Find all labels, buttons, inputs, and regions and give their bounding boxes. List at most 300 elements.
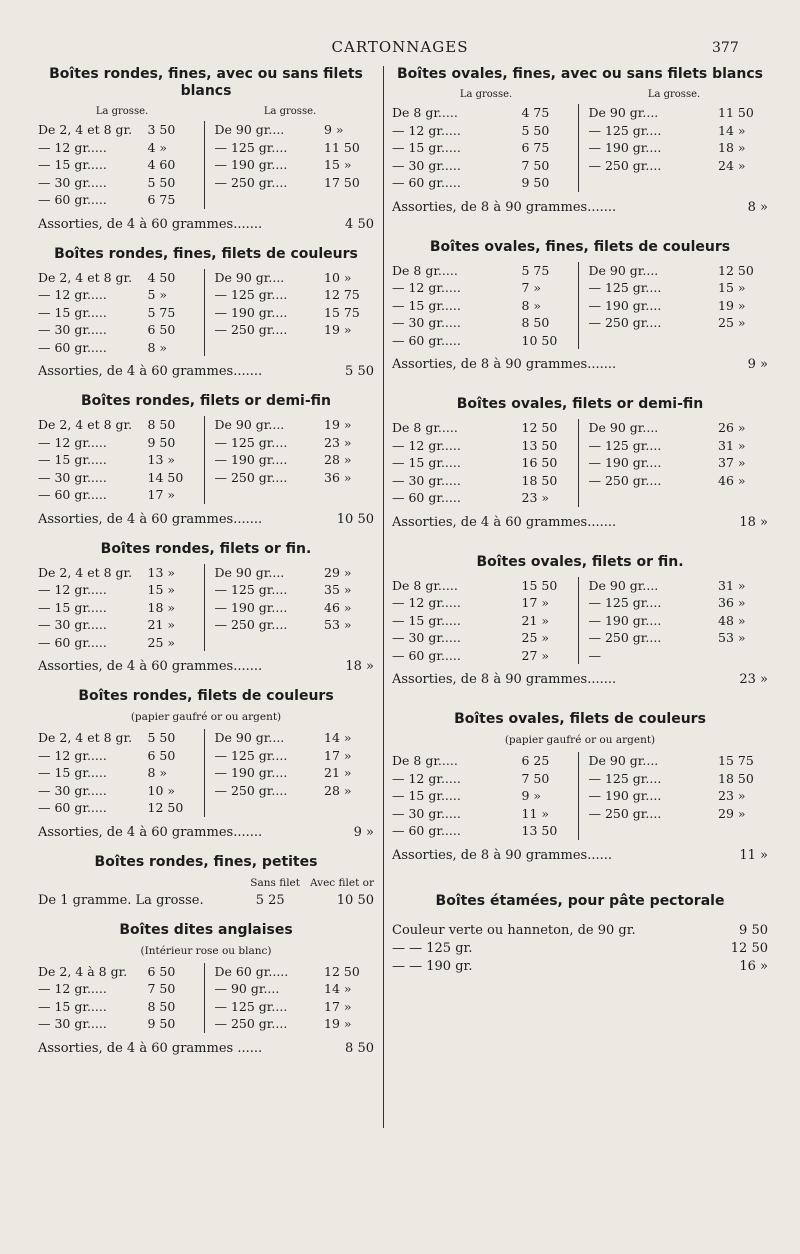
price-column (215, 963, 375, 1033)
price-value: 18 50 (521, 472, 558, 488)
size-label: — 125 gr.... (214, 747, 288, 763)
size-label: — 125 gr.... (214, 582, 288, 597)
size-label: — 190 gr.... (214, 599, 288, 615)
price-row (589, 297, 769, 315)
assorted-label: Assorties, de 8 à 90 grammes....... (392, 672, 617, 687)
price-value: 46 » (718, 472, 746, 488)
price-row (38, 893, 374, 908)
price-row (215, 434, 375, 452)
size-label: — 30 gr..... (38, 1016, 107, 1031)
price-value: 7 » (521, 280, 542, 295)
price-row (215, 416, 375, 434)
price-table (38, 269, 374, 357)
size-label: — 250 gr.... (588, 472, 662, 488)
price-row (38, 121, 198, 139)
price-column (38, 963, 205, 1033)
assorted-label: Assorties, de 8 à 90 grammes...... (392, 847, 612, 863)
price-row (38, 729, 198, 747)
price-value: 21 » (521, 612, 550, 628)
price-value: 21 » (324, 765, 352, 780)
price-row (38, 321, 198, 339)
price-section (392, 396, 768, 530)
price-section (392, 66, 768, 215)
price-row (589, 770, 769, 788)
size-label: — 125 gr.... (214, 998, 288, 1014)
price-row (215, 963, 375, 981)
size-label: — 125 gr.... (588, 122, 662, 138)
price-row (215, 599, 375, 617)
assorted-line (392, 672, 768, 687)
price-value: 14 50 (147, 469, 184, 485)
price-row (38, 581, 198, 599)
price-column (38, 416, 205, 504)
price-row (38, 304, 198, 322)
size-label: De 2, 4 et 8 gr. (38, 564, 133, 580)
price-value: 7 50 (521, 157, 550, 173)
price-value: 19 » (324, 322, 352, 337)
price-value: 8 » (147, 765, 168, 780)
price-value: 15 75 (718, 753, 754, 768)
section-subtitle: (Intérieur rose ou blanc) (140, 944, 272, 957)
size-label: — 12 gr..... (392, 280, 461, 295)
section-subtitle: (papier gaufré or ou argent) (130, 711, 282, 723)
price-value: 46 » (324, 599, 352, 615)
column-header: La grosse. (263, 106, 317, 117)
price-row (38, 139, 198, 157)
assorted-price: 11 » (739, 847, 768, 863)
price-row (392, 805, 572, 823)
price-value: 26 » (718, 420, 746, 435)
price-value: 18 » (718, 140, 746, 155)
size-label: De 90 gr.... (588, 420, 659, 435)
price-value: 4 50 (147, 269, 176, 285)
size-label: — 190 gr.... (214, 765, 288, 780)
price-value: 9 50 (147, 1016, 176, 1031)
size-label: — 125 gr.... (214, 139, 288, 155)
price-column (589, 752, 769, 840)
size-label: — 15 gr..... (392, 612, 461, 628)
price-value: 31 » (718, 437, 746, 453)
size-label: — 15 gr..... (38, 157, 107, 172)
price-row (38, 451, 198, 469)
price-value: 4 60 (147, 157, 176, 172)
price-value: 19 » (324, 1016, 352, 1031)
price-value: 15 » (324, 157, 352, 172)
size-label: — 30 gr..... (38, 782, 107, 798)
assorted-price: 18 » (345, 659, 374, 674)
price-value: 6 50 (147, 322, 176, 337)
size-label: — 250 gr.... (214, 617, 288, 632)
price-row (392, 958, 768, 976)
price-row (38, 799, 198, 817)
price-column (215, 269, 375, 357)
price-row (38, 486, 198, 504)
price-value: 16 » (739, 958, 768, 974)
price-value (718, 647, 768, 665)
price-section (392, 239, 768, 373)
price-row (38, 634, 198, 652)
price-row (589, 314, 769, 332)
assorted-label: Assorties, de 4 à 60 grammes....... (38, 364, 263, 379)
price-row (392, 647, 572, 665)
price-row (38, 434, 198, 452)
price-table (38, 564, 374, 652)
size-label: De 90 gr.... (588, 577, 659, 593)
assorted-price: 8 50 (345, 1040, 374, 1056)
price-row (589, 279, 769, 297)
price-value: 14 » (324, 730, 352, 745)
right-column (392, 66, 768, 976)
price-value: 15 » (718, 280, 746, 295)
price-table (392, 577, 768, 665)
price-value: 7 50 (521, 770, 550, 786)
price-value: 10 50 (521, 332, 558, 348)
price-table (392, 104, 768, 192)
price-value: 25 » (147, 634, 176, 650)
price-row (589, 437, 769, 455)
size-label: — 250 gr.... (214, 1016, 288, 1031)
size-label: De 90 gr.... (214, 417, 285, 432)
price-row (215, 269, 375, 287)
price-value: 35 » (324, 582, 352, 597)
size-label: — 12 gr..... (392, 770, 461, 786)
price-row (38, 286, 198, 304)
section-title: Boîtes rondes, fines, petites (94, 853, 318, 870)
price-table (38, 963, 374, 1033)
size-label: De 90 gr.... (214, 564, 285, 580)
price-row (215, 174, 375, 192)
assorted-label: Assorties, de 4 à 60 grammes ...... (38, 1040, 263, 1056)
size-label: — 12 gr..... (392, 595, 461, 610)
price-value: 9 50 (147, 434, 176, 450)
size-label: De 8 gr..... (392, 262, 458, 278)
size-label: — 15 gr..... (38, 998, 107, 1014)
size-label: — 250 gr.... (214, 782, 288, 798)
column-header: Avec filet or (310, 876, 374, 889)
price-value: 8 » (147, 339, 168, 355)
size-label: — 60 gr..... (392, 175, 461, 190)
size-label: — 15 gr..... (38, 452, 107, 467)
assorted-line (38, 825, 374, 840)
size-label: — 12 gr..... (38, 981, 107, 996)
price-value: 31 » (718, 577, 746, 593)
price-row (392, 314, 572, 332)
size-label: — 15 gr..... (38, 599, 107, 615)
size-label: — 250 gr.... (588, 805, 662, 821)
assorted-label: Assorties, de 8 à 90 grammes....... (392, 357, 617, 372)
size-label: — 60 gr..... (392, 332, 461, 348)
assorted-line (38, 364, 374, 379)
price-value: 6 50 (147, 747, 176, 763)
price-row (38, 156, 198, 174)
price-row (392, 279, 572, 297)
size-label: — 190 gr.... (588, 788, 662, 803)
price-value: 21 » (147, 617, 176, 632)
size-label: — 250 gr.... (214, 469, 288, 485)
assorted-line (38, 512, 374, 527)
price-row (215, 729, 375, 747)
size-label: — 250 gr.... (588, 315, 662, 330)
price-row (392, 437, 572, 455)
size-label: — (588, 647, 601, 663)
price-row (38, 980, 198, 998)
price-row (392, 174, 572, 192)
price-row (215, 321, 375, 339)
price-value: 17 » (324, 998, 352, 1014)
assorted-line (392, 848, 768, 863)
price-value: 10 » (324, 269, 352, 285)
price-section (38, 688, 374, 840)
price-row (589, 454, 769, 472)
column-header: Sans filet (250, 876, 300, 889)
price-value: 13 » (147, 564, 176, 580)
price-value: 23 » (324, 434, 352, 450)
price-row (392, 472, 572, 490)
price-row (215, 1015, 375, 1033)
section-title: Boîtes étamées, pour pâte pectorale (435, 892, 725, 909)
size-label: — 125 gr.... (588, 437, 662, 453)
price-row (215, 764, 375, 782)
price-row (589, 104, 769, 122)
assorted-price: 23 » (739, 672, 768, 687)
assorted-price: 9 » (747, 357, 768, 372)
price-value: 6 75 (521, 140, 550, 155)
price-row (392, 262, 572, 280)
price-value: 17 » (147, 487, 176, 502)
assorted-line (392, 357, 768, 372)
size-label: — 190 gr.... (588, 297, 662, 313)
price-value: 25 » (521, 630, 550, 645)
price-value: 8 50 (521, 315, 550, 330)
price-row (215, 286, 375, 304)
size-label: De 90 gr.... (588, 262, 659, 278)
section-title: Boîtes rondes, filets de couleurs (78, 688, 334, 704)
price-row (392, 752, 572, 770)
size-label: — 30 gr..... (38, 174, 107, 190)
price-row (589, 647, 769, 665)
price-value: 15 75 (324, 304, 360, 320)
price-row (215, 782, 375, 800)
section-subtitle: (papier gaufré or ou argent) (504, 734, 656, 746)
column-headers (38, 877, 374, 889)
price-section (38, 393, 374, 527)
price-row (589, 629, 769, 647)
price-table (38, 729, 374, 817)
price-row (392, 157, 572, 175)
price-value: 15 50 (521, 577, 558, 593)
price-row (392, 489, 572, 507)
price-row (215, 304, 375, 322)
assorted-line (392, 515, 768, 530)
price-value: 14 » (718, 122, 746, 138)
size-label: De 8 gr..... (392, 420, 458, 435)
price-value: 27 » (521, 647, 550, 663)
size-label: — 125 gr.... (214, 287, 288, 302)
price-row (589, 594, 769, 612)
size-label: — 30 gr..... (38, 322, 107, 337)
assorted-line (38, 659, 374, 674)
size-label: — 12 gr..... (38, 287, 107, 302)
price-value: 10 50 (336, 892, 374, 908)
price-row (38, 269, 198, 287)
size-label: De 2, 4 et 8 gr. (38, 269, 133, 285)
price-row (38, 998, 198, 1016)
price-column (392, 752, 579, 840)
size-label: — 12 gr..... (392, 437, 461, 453)
price-row (38, 782, 198, 800)
price-column (215, 564, 375, 652)
price-section (392, 711, 768, 863)
size-label: De 8 gr..... (392, 753, 458, 768)
price-section (38, 246, 374, 380)
size-label: — 30 gr..... (38, 617, 107, 632)
size-label: — 250 gr.... (588, 630, 662, 645)
size-label: — 12 gr..... (38, 434, 107, 450)
price-value: 9 50 (521, 175, 550, 190)
price-row (392, 822, 572, 840)
price-table (392, 752, 768, 840)
size-label: — 125 gr.... (588, 280, 662, 295)
page-number: 377 (712, 40, 739, 56)
price-row (215, 616, 375, 634)
price-value: 11 50 (718, 105, 754, 120)
price-value: 5 50 (147, 730, 176, 745)
price-row (38, 564, 198, 582)
size-label: — 30 gr..... (38, 469, 107, 485)
size-label: — 190 gr.... (214, 452, 288, 467)
price-row (215, 451, 375, 469)
price-row (215, 747, 375, 765)
price-row (215, 581, 375, 599)
column-header: La grosse. (459, 89, 513, 100)
price-row (38, 416, 198, 434)
price-row (392, 770, 572, 788)
section-title: Boîtes rondes, filets or demi-fin (80, 393, 332, 409)
size-label: De 60 gr..... (214, 963, 289, 979)
assorted-line (38, 217, 374, 232)
price-row (215, 156, 375, 174)
price-row (589, 139, 769, 157)
size-label: — 15 gr..... (392, 455, 461, 470)
price-row (589, 577, 769, 595)
price-row (589, 122, 769, 140)
assorted-price: 8 » (747, 199, 768, 215)
size-label: — 12 gr..... (392, 122, 461, 138)
size-label: — 60 gr..... (38, 339, 107, 355)
assorted-price: 10 50 (336, 511, 374, 527)
price-row (38, 191, 198, 209)
size-label: — 30 gr..... (392, 315, 461, 330)
column-divider (383, 66, 384, 1128)
price-value: 13 » (147, 452, 176, 467)
size-label: — 12 gr..... (38, 139, 107, 155)
size-label: De 1 gramme. La grosse. (38, 892, 204, 908)
price-value: 18 » (147, 599, 176, 615)
price-column (392, 577, 579, 665)
size-label: De 2, 4 et 8 gr. (38, 122, 133, 137)
price-column (215, 729, 375, 817)
price-column (589, 262, 769, 350)
section-title: Boîtes rondes, fines, filets de couleurs (54, 245, 358, 262)
column-headers (392, 89, 768, 100)
size-label: De 90 gr.... (214, 269, 285, 285)
size-label: — 60 gr..... (38, 634, 107, 650)
price-value: 12 50 (521, 420, 558, 435)
price-row (392, 629, 572, 647)
price-row (215, 564, 375, 582)
price-row (589, 787, 769, 805)
price-row (392, 594, 572, 612)
section-title: Boîtes ovales, filets or fin. (476, 553, 684, 570)
price-row (215, 121, 375, 139)
price-value: 17 » (324, 747, 352, 763)
size-label: — 30 gr..... (392, 472, 461, 488)
price-row (38, 339, 198, 357)
price-table (38, 121, 374, 209)
price-row (38, 747, 198, 765)
price-row (38, 1015, 198, 1033)
price-value: 7 50 (147, 981, 176, 996)
price-value: 8 » (521, 297, 542, 313)
price-row (38, 174, 198, 192)
price-row (38, 599, 198, 617)
price-row (589, 419, 769, 437)
price-value: 17 » (521, 595, 550, 610)
price-value: 13 50 (521, 437, 558, 453)
size-label: — 30 gr..... (392, 157, 461, 173)
price-section (38, 66, 374, 232)
price-value: 8 50 (147, 417, 176, 432)
price-value: 24 » (718, 157, 746, 173)
size-label: — 125 gr.... (214, 434, 288, 450)
size-label: — 190 gr.... (214, 157, 288, 172)
size-label: De 90 gr.... (588, 105, 659, 120)
price-value: 36 » (324, 469, 352, 485)
price-column (38, 729, 205, 817)
size-label: — 190 gr.... (588, 455, 662, 470)
price-table (38, 416, 374, 504)
price-value: 12 50 (718, 262, 754, 278)
column-header: La grosse. (647, 89, 701, 100)
price-value: 9 » (324, 122, 344, 137)
size-label: De 90 gr.... (214, 730, 285, 745)
price-row (392, 787, 572, 805)
price-value: 28 » (324, 452, 352, 467)
price-column (38, 564, 205, 652)
price-row (392, 104, 572, 122)
size-label: — 30 gr..... (392, 630, 461, 645)
price-value: 5 25 (255, 892, 285, 908)
price-row (589, 752, 769, 770)
price-value: 6 25 (521, 753, 550, 768)
price-value: 17 50 (324, 174, 360, 190)
price-column (589, 104, 769, 192)
price-value: 6 50 (147, 963, 176, 979)
price-value: 19 » (718, 297, 746, 313)
price-row (215, 469, 375, 487)
assorted-price: 5 50 (345, 364, 374, 379)
price-row (38, 764, 198, 782)
size-label: — 15 gr..... (38, 304, 107, 320)
assorted-line (38, 1041, 374, 1056)
price-column (589, 419, 769, 507)
price-value: 4 » (147, 139, 168, 155)
size-label: — 190 gr.... (588, 140, 662, 155)
section-title: Boîtes ovales, filets or demi-fin (456, 396, 704, 412)
price-table (392, 419, 768, 507)
price-row (38, 616, 198, 634)
price-value: 5 75 (147, 304, 176, 320)
